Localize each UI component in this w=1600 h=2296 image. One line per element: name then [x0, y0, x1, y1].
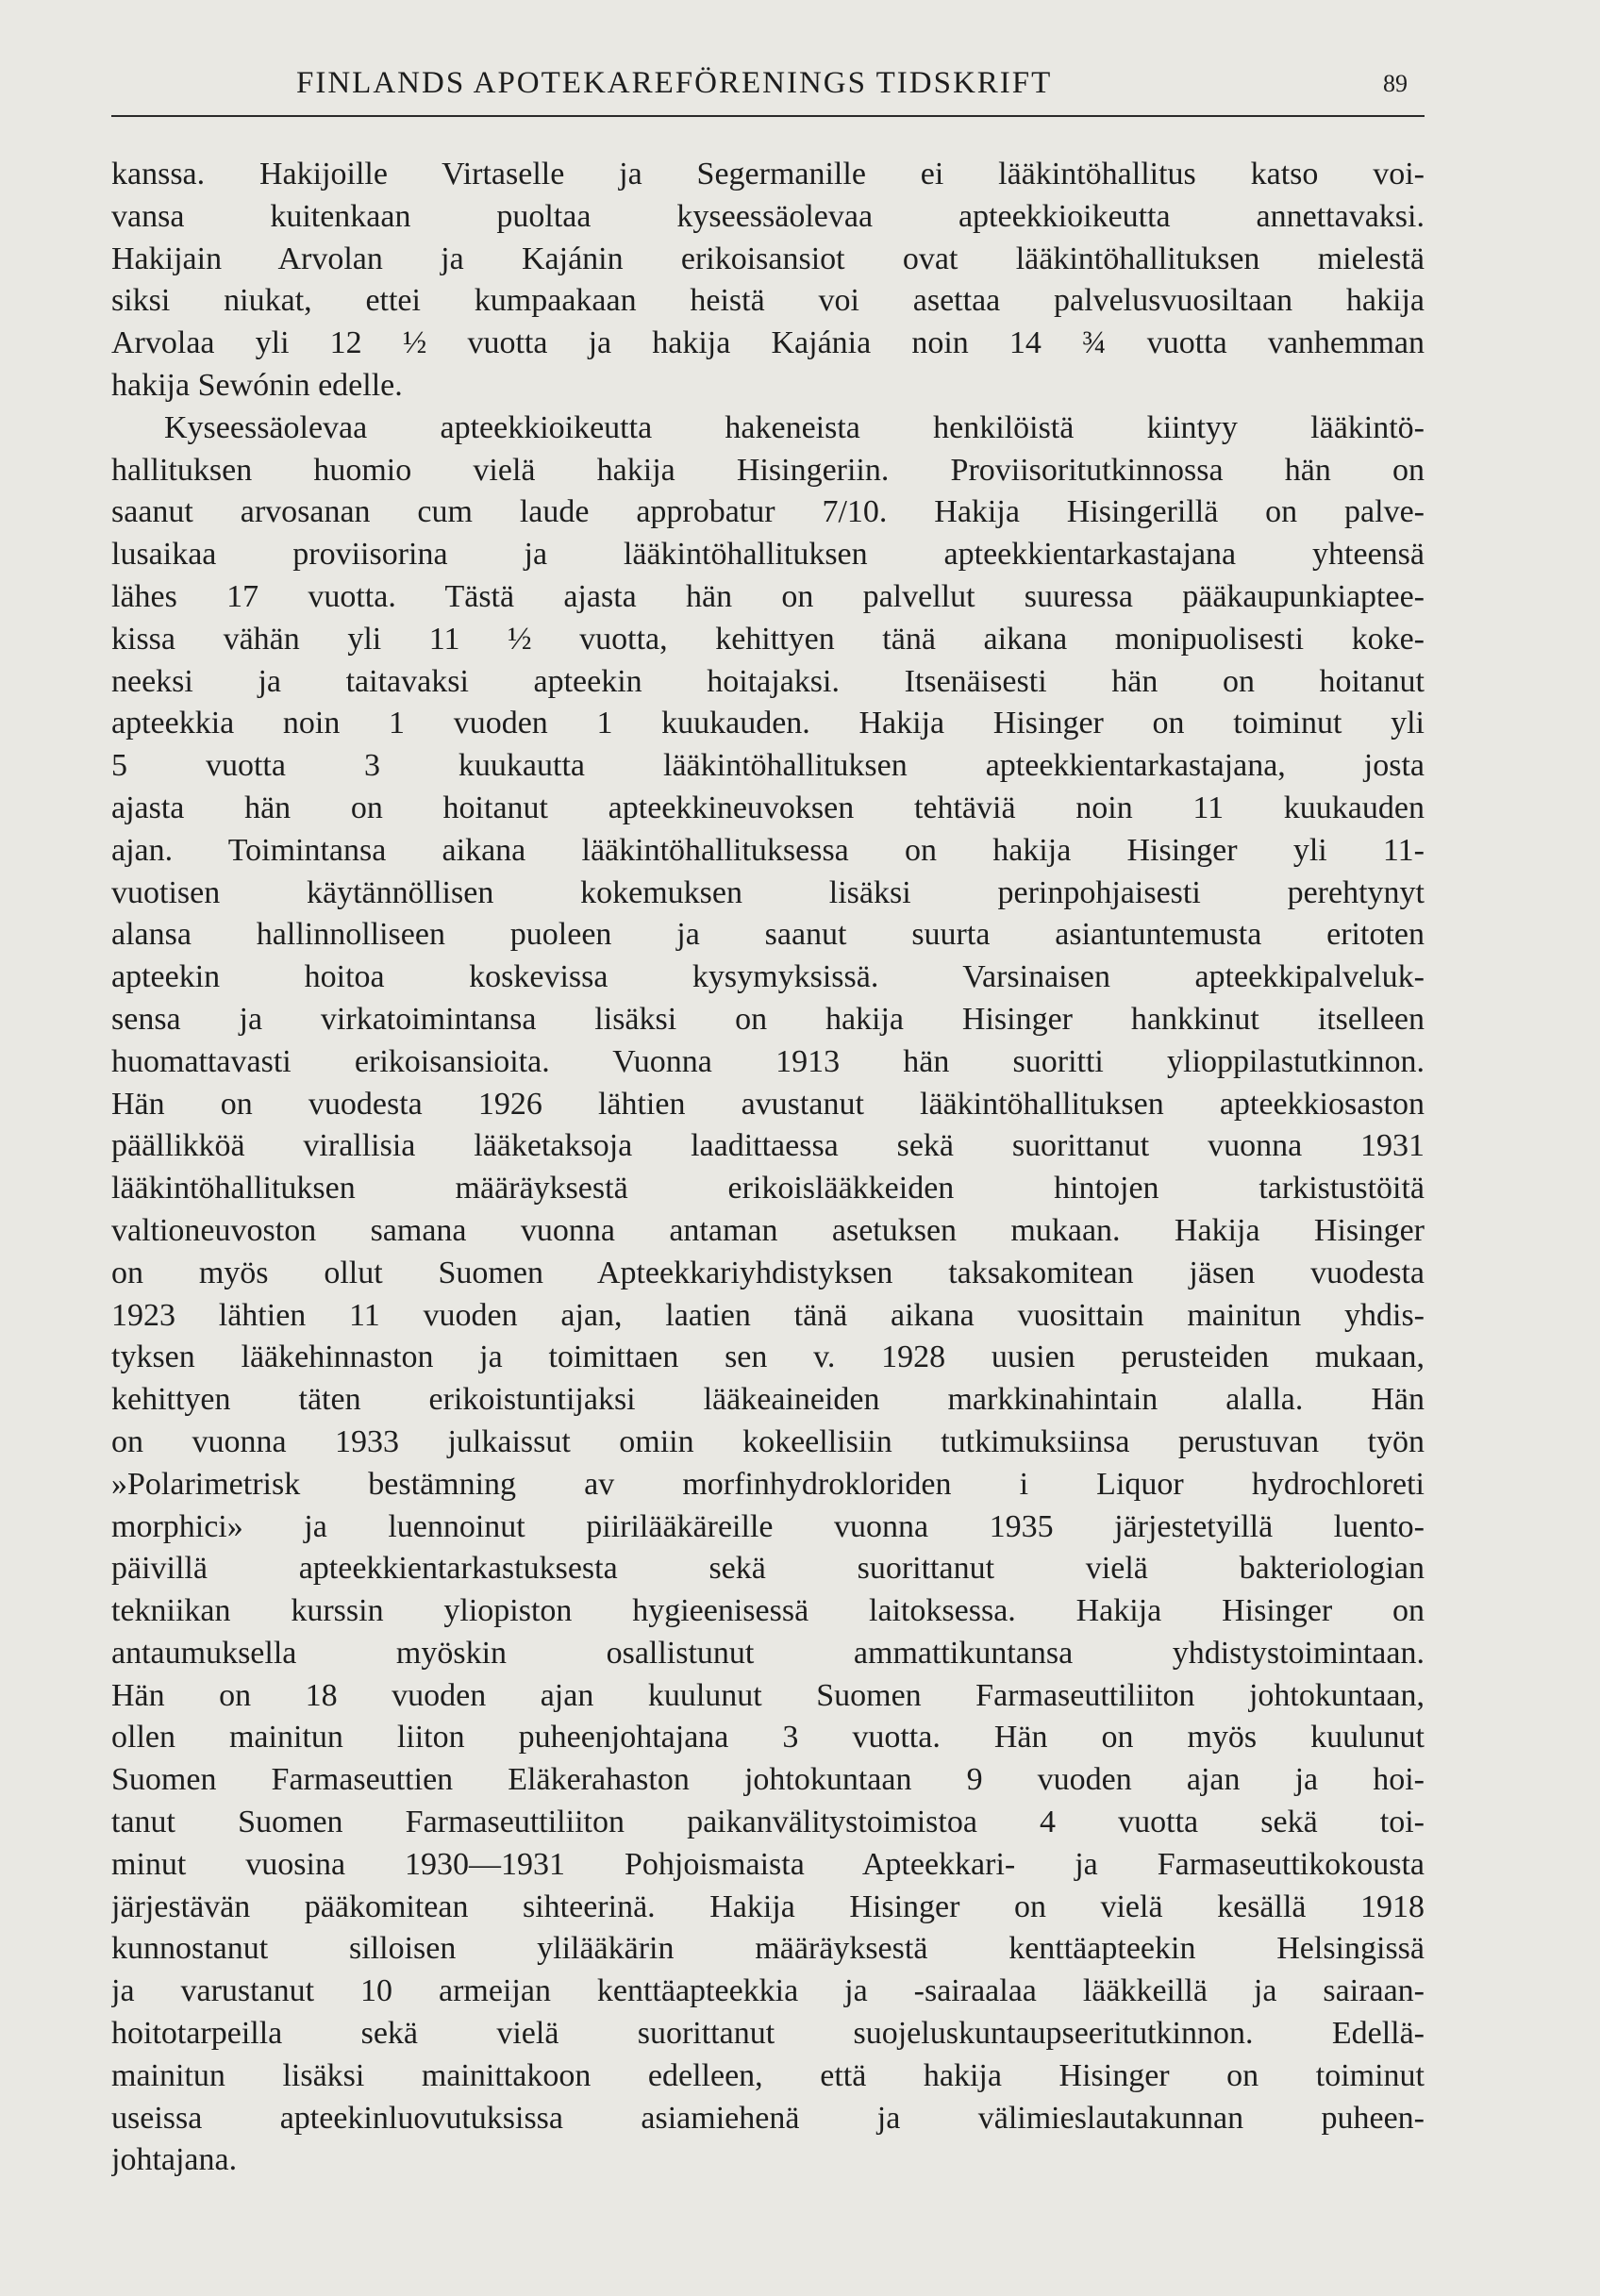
- text-line: johtajana.: [111, 2142, 238, 2178]
- text-line: ajan. Toimintansa aikana lääkintöhallituksessa on hakija Hisinger yli 11-: [111, 832, 1425, 868]
- text-line: neeksi ja taitavaksi apteekin hoitajaksi. Itsenäisesti hän on hoitanut: [111, 663, 1425, 699]
- text-line: siksi niukat, ettei kumpaakaan heistä voi asettaa palvelusvuosiltaan hakija: [111, 283, 1425, 319]
- text-line: Hän on vuodesta 1926 lähtien avustanut lääkintöhallituksen apteekkiosaston: [111, 1086, 1425, 1122]
- text-line: vuotisen käytännöllisen kokemuksen lisäksi perinpohjaisesti perehtynyt: [111, 874, 1425, 910]
- body-text: [111, 154, 1425, 2182]
- text-line: tekniikan kurssin yliopiston hygieenisessä laitoksessa. Hakija Hisinger on: [111, 1593, 1425, 1629]
- text-line: hallituksen huomio vielä hakija Hisingeriin. Proviisoritutkinnossa hän on: [111, 452, 1425, 488]
- text-line: »Polarimetrisk bestämning av morfinhydrokloriden i Liquor hydrochloreti: [111, 1466, 1425, 1502]
- text-line: Arvolaa yli 12 ½ vuotta ja hakija Kajánia noin 14 ¾ vuotta vanhemman: [111, 325, 1425, 361]
- journal-title: FINLANDS APOTEKAREFÖRENINGS TIDSKRIFT: [296, 66, 1053, 100]
- text-line: lääkintöhallituksen määräyksestä erikoislääkkeiden hintojen tarkistustöitä: [111, 1171, 1425, 1206]
- text-line: kunnostanut silloisen ylilääkärin määräyksestä kenttäapteekin Helsingissä: [111, 1931, 1425, 1967]
- text-line: lusaikaa proviisorina ja lääkintöhallituksen apteekkientarkastajana yhteensä: [111, 537, 1425, 573]
- text-line: 5 vuotta 3 kuukautta lääkintöhallituksen apteekkientarkastajana, josta: [111, 748, 1425, 784]
- text-line: päivillä apteekkientarkastuksesta sekä suorittanut vielä bakteriologian: [111, 1551, 1425, 1587]
- text-line: päällikköä virallisia lääketaksoja laadittaessa sekä suorittanut vuonna 1931: [111, 1128, 1425, 1164]
- text-line: järjestävän pääkomitean sihteerinä. Hakija Hisinger on vielä kesällä 1918: [111, 1888, 1425, 1924]
- running-header: [111, 62, 1425, 117]
- text-line: tanut Suomen Farmaseuttiliiton paikanvälitystoimistoa 4 vuotta sekä toi-: [111, 1805, 1425, 1840]
- text-line: ollen mainitun liiton puheenjohtajana 3 vuotta. Hän on myös kuulunut: [111, 1720, 1425, 1755]
- text-line: saanut arvosanan cum laude approbatur 7/10. Hakija Hisingerillä on palve-: [111, 494, 1425, 530]
- text-line: on vuonna 1933 julkaissut omiin kokeellisiin tutkimuksiinsa perustuvan työn: [111, 1423, 1425, 1459]
- text-line: tyksen lääkehinnaston ja toimittaen sen v. 1928 uusien perusteiden mukaan,: [111, 1339, 1425, 1375]
- text-line: apteekkia noin 1 vuoden 1 kuukauden. Hakija Hisinger on toiminut yli: [111, 706, 1425, 741]
- text-line: ajasta hän on hoitanut apteekkineuvoksen tehtäviä noin 11 kuukauden: [111, 790, 1425, 825]
- text-line: lähes 17 vuotta. Tästä ajasta hän on palvellut suuressa pääkaupunkiaptee-: [111, 578, 1425, 614]
- text-line: hoitotarpeilla sekä vielä suorittanut suojeluskuntaupseeritutkinnon. Edellä-: [111, 2016, 1425, 2052]
- text-line: Hakijain Arvolan ja Kajánin erikoisansiot ovat lääkintöhallituksen mielestä: [111, 241, 1425, 276]
- page-number: 89: [1383, 70, 1408, 97]
- text-line: antaumuksella myöskin osallistunut ammattikuntansa yhdistystoimintaan.: [111, 1635, 1425, 1671]
- text-line: Hän on 18 vuoden ajan kuulunut Suomen Farmaseuttiliiton johtokuntaan,: [111, 1677, 1425, 1713]
- text-line: ja varustanut 10 armeijan kenttäapteekkia ja -sairaalaa lääkkeillä ja sairaan-: [111, 1973, 1425, 2009]
- text-line: sensa ja virkatoimintansa lisäksi on hakija Hisinger hankkinut itselleen: [111, 1001, 1425, 1037]
- text-line: apteekin hoitoa koskevissa kysymyksissä. Varsinaisen apteekkipalveluk-: [111, 959, 1425, 995]
- text-line: hakija Sewónin edelle.: [111, 367, 403, 403]
- text-line: kissa vähän yli 11 ½ vuotta, kehittyen tänä aikana monipuolisesti koke-: [111, 621, 1425, 657]
- text-line: kanssa. Hakijoille Virtaselle ja Segermanille ei lääkintöhallitus katso voi-: [111, 157, 1425, 191]
- text-line: on myös ollut Suomen Apteekkariyhdistyksen taksakomitean jäsen vuodesta: [111, 1255, 1425, 1290]
- text-line: minut vuosina 1930—1931 Pohjoismaista Apteekkari- ja Farmaseuttikokousta: [111, 1846, 1425, 1882]
- text-line: kehittyen täten erikoistuntijaksi lääkeaineiden markkinahintain alalla. Hän: [111, 1382, 1425, 1418]
- text-line: vansa kuitenkaan puoltaa kyseessäolevaa apteekkioikeutta annettavaksi.: [111, 198, 1425, 234]
- text-line: alansa hallinnolliseen puoleen ja saanut suurta asiantuntemusta eritoten: [111, 917, 1425, 953]
- text-line: huomattavasti erikoisansioita. Vuonna 1913 hän suoritti ylioppilastutkinnon.: [111, 1043, 1425, 1079]
- text-line: 1923 lähtien 11 vuoden ajan, laatien tänä aikana vuosittain mainitun yhdis-: [111, 1297, 1425, 1333]
- text-line: mainitun lisäksi mainittakoon edelleen, että hakija Hisinger on toiminut: [111, 2057, 1425, 2093]
- text-line: useissa apteekinluovutuksissa asiamiehenä ja välimieslautakunnan puheen-: [111, 2100, 1425, 2136]
- text-line: valtioneuvoston samana vuonna antaman asetuksen mukaan. Hakija Hisinger: [111, 1212, 1425, 1248]
- text-line: morphici» ja luennoinut piirilääkäreille vuonna 1935 järjestetyillä luento-: [111, 1508, 1425, 1544]
- text-line: Suomen Farmaseuttien Eläkerahaston johtokuntaan 9 vuoden ajan ja hoi-: [111, 1762, 1425, 1798]
- text-line: Kyseessäolevaa apteekkioikeutta hakeneista henkilöistä kiintyy lääkintö-: [164, 409, 1425, 445]
